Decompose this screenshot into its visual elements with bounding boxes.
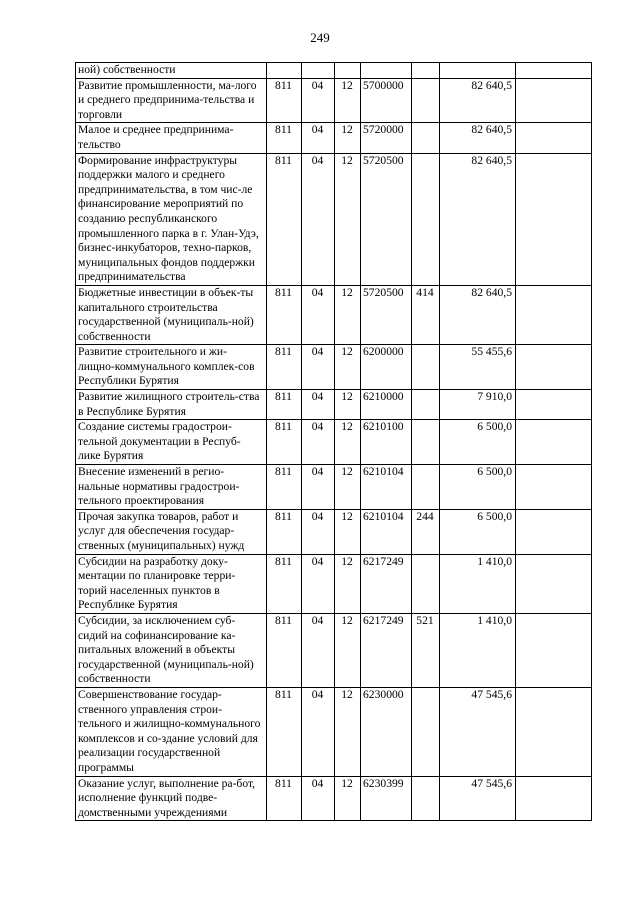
section-code-cell: 04 <box>302 465 335 510</box>
empty-cell <box>516 776 592 821</box>
amount-cell: 1 410,0 <box>440 613 516 687</box>
amount-cell: 82 640,5 <box>440 285 516 344</box>
item-name-cell: Развитие жилищного строитель-ства в Республике Бурятия <box>76 390 267 420</box>
ministry-code-cell: 811 <box>267 390 302 420</box>
table-row <box>76 390 592 420</box>
target-article-cell: 6210104 <box>361 465 412 510</box>
subsection-code-cell: 12 <box>335 390 361 420</box>
target-article-cell: 6230399 <box>361 776 412 821</box>
empty-cell <box>516 420 592 465</box>
subsection-code-cell: 12 <box>335 776 361 821</box>
amount-cell: 82 640,5 <box>440 123 516 153</box>
amount-cell: 47 545,6 <box>440 687 516 776</box>
subsection-code-cell: 12 <box>335 420 361 465</box>
section-code-cell: 04 <box>302 554 335 613</box>
table-row <box>76 554 592 613</box>
subsection-code-cell: 12 <box>335 123 361 153</box>
section-code-cell: 04 <box>302 345 335 390</box>
expense-type-cell <box>412 465 440 510</box>
empty-cell <box>516 285 592 344</box>
table-row <box>76 776 592 821</box>
expense-type-cell <box>412 123 440 153</box>
target-article-cell: 5720500 <box>361 285 412 344</box>
amount-cell <box>440 63 516 79</box>
table-row <box>76 420 592 465</box>
target-article-cell: 5720500 <box>361 153 412 285</box>
subsection-code-cell: 12 <box>335 285 361 344</box>
ministry-code-cell: 811 <box>267 123 302 153</box>
amount-cell: 1 410,0 <box>440 554 516 613</box>
amount-cell: 82 640,5 <box>440 78 516 123</box>
empty-cell <box>516 63 592 79</box>
section-code-cell: 04 <box>302 285 335 344</box>
item-name-cell: Бюджетные инвестиции в объек-ты капитального строительства государственной (муниципаль-ной) собственности <box>76 285 267 344</box>
expense-type-cell <box>412 63 440 79</box>
table-row <box>76 509 592 554</box>
subsection-code-cell: 12 <box>335 153 361 285</box>
item-name-cell: Совершенствование государ-ственного управления строи-тельного и жилищно-коммунального комплексов и со-здание условий для реализации государственной программы <box>76 687 267 776</box>
target-article-cell: 6210100 <box>361 420 412 465</box>
subsection-code-cell: 12 <box>335 465 361 510</box>
empty-cell <box>516 687 592 776</box>
table-row <box>76 613 592 687</box>
section-code-cell: 04 <box>302 776 335 821</box>
table-row <box>76 153 592 285</box>
empty-cell <box>516 390 592 420</box>
ministry-code-cell: 811 <box>267 345 302 390</box>
item-name-cell: Развитие промышленности, ма-лого и среднего предпринима-тельства и торговли <box>76 78 267 123</box>
section-code-cell: 04 <box>302 78 335 123</box>
item-name-cell: Прочая закупка товаров, работ и услуг для обеспечения государ-ственных (муниципальных) нужд <box>76 509 267 554</box>
ministry-code-cell: 811 <box>267 509 302 554</box>
amount-cell: 47 545,6 <box>440 776 516 821</box>
expense-type-cell: 244 <box>412 509 440 554</box>
target-article-cell: 6217249 <box>361 613 412 687</box>
amount-cell: 7 910,0 <box>440 390 516 420</box>
item-name-cell: Оказание услуг, выполнение ра-бот, исполнение функций подве-домственными учреждениями <box>76 776 267 821</box>
ministry-code-cell: 811 <box>267 78 302 123</box>
target-article-cell: 6210104 <box>361 509 412 554</box>
budget-table <box>75 62 592 821</box>
section-code-cell: 04 <box>302 123 335 153</box>
expense-type-cell <box>412 390 440 420</box>
expense-type-cell <box>412 78 440 123</box>
ministry-code-cell: 811 <box>267 687 302 776</box>
target-article-cell: 6217249 <box>361 554 412 613</box>
table-row <box>76 285 592 344</box>
section-code-cell: 04 <box>302 153 335 285</box>
target-article-cell: 5720000 <box>361 123 412 153</box>
table-row <box>76 123 592 153</box>
section-code-cell <box>302 63 335 79</box>
ministry-code-cell <box>267 63 302 79</box>
item-name-cell: Создание системы градострои-тельной документации в Респуб-лике Бурятия <box>76 420 267 465</box>
section-code-cell: 04 <box>302 509 335 554</box>
amount-cell: 6 500,0 <box>440 420 516 465</box>
target-article-cell: 5700000 <box>361 78 412 123</box>
ministry-code-cell: 811 <box>267 613 302 687</box>
section-code-cell: 04 <box>302 613 335 687</box>
expense-type-cell <box>412 153 440 285</box>
ministry-code-cell: 811 <box>267 153 302 285</box>
item-name-cell: ной) собственности <box>76 63 267 79</box>
amount-cell: 82 640,5 <box>440 153 516 285</box>
expense-type-cell <box>412 776 440 821</box>
subsection-code-cell: 12 <box>335 613 361 687</box>
item-name-cell: Внесение изменений в регио-нальные нормативы градострои-тельного проектирования <box>76 465 267 510</box>
ministry-code-cell: 811 <box>267 285 302 344</box>
subsection-code-cell: 12 <box>335 687 361 776</box>
table-row <box>76 63 592 79</box>
item-name-cell: Малое и среднее предпринима-тельство <box>76 123 267 153</box>
page-number: 249 <box>310 30 330 45</box>
expense-type-cell <box>412 554 440 613</box>
section-code-cell: 04 <box>302 687 335 776</box>
empty-cell <box>516 509 592 554</box>
ministry-code-cell: 811 <box>267 465 302 510</box>
ministry-code-cell: 811 <box>267 420 302 465</box>
table-row <box>76 345 592 390</box>
empty-cell <box>516 613 592 687</box>
empty-cell <box>516 554 592 613</box>
section-code-cell: 04 <box>302 390 335 420</box>
section-code-cell: 04 <box>302 420 335 465</box>
target-article-cell: 6200000 <box>361 345 412 390</box>
target-article-cell <box>361 63 412 79</box>
subsection-code-cell <box>335 63 361 79</box>
subsection-code-cell: 12 <box>335 554 361 613</box>
item-name-cell: Субсидии на разработку доку-ментации по планировке терри-торий населенных пунктов в Республике Бурятия <box>76 554 267 613</box>
empty-cell <box>516 345 592 390</box>
expense-type-cell: 521 <box>412 613 440 687</box>
expense-type-cell <box>412 687 440 776</box>
expense-type-cell <box>412 345 440 390</box>
empty-cell <box>516 78 592 123</box>
amount-cell: 6 500,0 <box>440 509 516 554</box>
ministry-code-cell: 811 <box>267 554 302 613</box>
subsection-code-cell: 12 <box>335 509 361 554</box>
expense-type-cell <box>412 420 440 465</box>
item-name-cell: Формирование инфраструктуры поддержки малого и среднего предпринимательства, в том чис-ле финансирование мероприятий по созданию республиканского промышленного парка в г. Улан-Удэ, бизнес-инкубаторов, техно-парков, муниципальных фондов поддержки предпринимательства <box>76 153 267 285</box>
expense-type-cell: 414 <box>412 285 440 344</box>
budget-table-body <box>76 63 592 821</box>
empty-cell <box>516 465 592 510</box>
amount-cell: 6 500,0 <box>440 465 516 510</box>
amount-cell: 55 455,6 <box>440 345 516 390</box>
empty-cell <box>516 153 592 285</box>
empty-cell <box>516 123 592 153</box>
table-row <box>76 78 592 123</box>
table-row <box>76 465 592 510</box>
target-article-cell: 6210000 <box>361 390 412 420</box>
target-article-cell: 6230000 <box>361 687 412 776</box>
table-row <box>76 687 592 776</box>
subsection-code-cell: 12 <box>335 345 361 390</box>
subsection-code-cell: 12 <box>335 78 361 123</box>
item-name-cell: Субсидии, за исключением суб-сидий на софинансирование ка-питальных вложений в объекты государственной (муниципаль-ной) собственности <box>76 613 267 687</box>
item-name-cell: Развитие строительного и жи-лищно-коммунального комплек-сов Республики Бурятия <box>76 345 267 390</box>
ministry-code-cell: 811 <box>267 776 302 821</box>
